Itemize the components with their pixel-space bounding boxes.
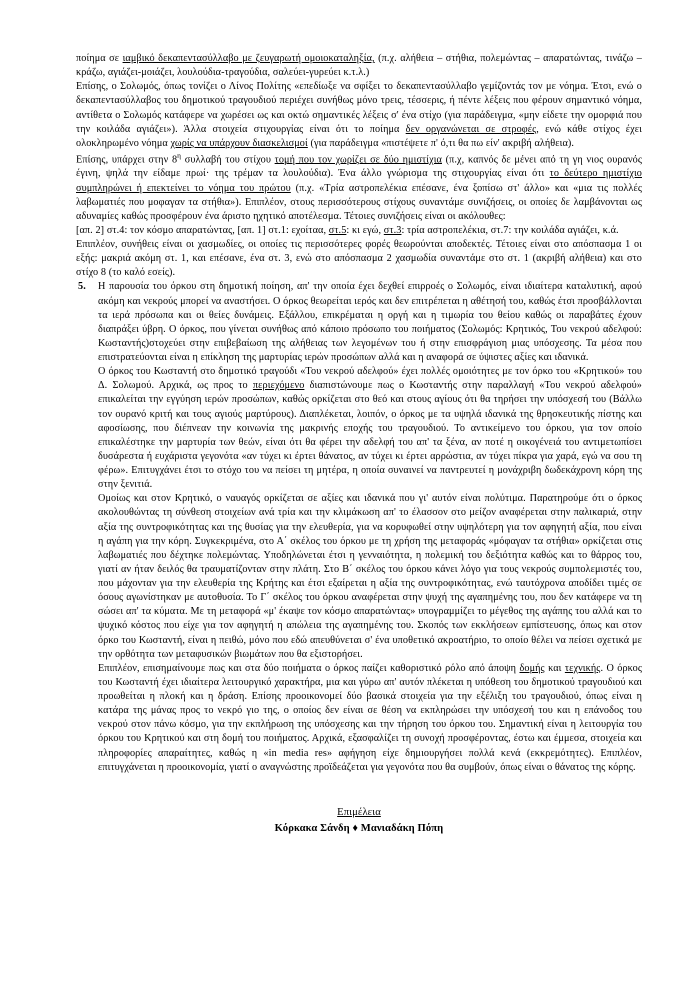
paragraph-n2 bbox=[98, 365, 642, 492]
paragraph-p4 bbox=[76, 224, 642, 238]
item5-n2-underlined-1: περιεχόμενο bbox=[252, 380, 305, 392]
item5-n4-underlined-1: δομής bbox=[519, 662, 545, 674]
paragraph-n4 bbox=[98, 662, 642, 775]
body-p3-text-2: συλλαβή του στίχου bbox=[181, 154, 275, 166]
paragraph-n1 bbox=[98, 280, 642, 365]
paragraph-p5 bbox=[76, 238, 642, 280]
item5-n2-text-0: Ο όρκος του Κωσταντή στο δημοτικό τραγούδι «Του νεκρού αδελφού» έχει πολλές ομοιότητες με τον όρκο του «Κρητικού» του Δ. Σολωμού. Αρχικά, ως προς το bbox=[98, 366, 642, 392]
document-body bbox=[76, 52, 642, 837]
item5-n2-text-2: διαπιστώνουμε πως ο Κωσταντής στην παραλλαγή «Του νεκρού αδελφού» επικαλείται την εγγύηση ιερών προσώπων, καθώς ορκίζεται στο θεό και στους αγίους ότι θα τηρήσει την υπόσχεσή του (Βάλλω τον ουρανό κριτή και τους αγιούς μαρτύρους). Διαπλέκεται, λοιπόν, ο όρκος με τα υψηλά ιδανικά της θρησκευτικής πίστης και αφοσίωσης, που διέπνεαν την κοινωνία της μακρινής εποχής του τραγουδιού. Το αντικείμενο του όρκου, για τον οποίο επικαλέστηκε την μαρτυρία των θεών, είναι ότι θα φέρει την αδελφή του απ' τα ξένα, αν ποτέ η οικογένειά του αντιμετωπίσει δυσάρεστα ή ευχάριστα γεγονότα «αν τύχει κι έρτει θάνατος, αν τύχει κι έρτει αρρώστια, αν τύχει πίκρα για χαρά, εγώ να σου τη φέρω». Επιτυγχάνει έτσι το στόχο του να πείσει τη μητέρα, η οποία συναινεί να παντρευτεί η μονάχριβη δωδεκάχρονη κόρη της στην ξενιτιά. bbox=[98, 380, 642, 491]
body-p3-underlined-3: τομή που τον χωρίζει σε δύο ημιστίχια bbox=[274, 154, 442, 166]
body-p2-underlined-3: χωρίς να υπάρχουν διασκελισμοί bbox=[170, 137, 308, 149]
item5-n4-text-0: Επιπλέον, επισημαίνουμε πως και στα δύο ποιήματα ο όρκος παίζει καθοριστικό ρόλο από άποψη bbox=[98, 662, 520, 674]
item5-n3-text-0: Ομοίως και στον Κρητικό, ο ναυαγός ορκίζεται σε αξίες και ιδανικά που γι' αυτόν είναι πολύτιμα. Παρατηρούμε ότι ο όρκος ακολουθώντας τη σύνθεση στοιχείων ανά τρία και την κλιμάκωση απ' το έλασσον στο μείζον αναφέρεται στην παλικαριά, στην αξία της συντροφικότητας και της θυσίας για την ελευθερία, για να κορυφωθεί στην υψηλότερη για τον αφηγητή αξία, που είναι η αγάπη για την κόρη. Συγκεκριμένα, στο Α΄ σκέλος του όρκου με τη χρήση της μεταφοράς «μόφαγαν τα στήθια» ορκίζεται στις λαβωματιές που δέχτηκε πολεμώντας. Υποδηλώνεται έτσι η γενναιότητα, η πολεμική του δεξιότητα καθώς και το θάρρος του, γιατί αν ήταν δειλός θα τραυματίζονταν στην πλάτη. Στο Β΄ σκέλος του όρκου κάνει λόγο για τους νεκρούς συμπολεμιστές του, που μάχονταν για την ελευθερία της Κρήτης και έτσι εξαίρεται η αξία της συντροφικότητας, ενώ ταυτόχρονα αποδίδει τιμές σε όσους αγωνίστηκαν με αυτοθυσία. Το Γ΄ σκέλος του όρκου αναφέρεται στην ψυχή της αγαπημένης του, που δεν κατάφερε να τη σώσει απ' τα κύματα. Με τη μεταφορά «μ' έκαψε τον κόσμο απαρατώντας» υπογραμμίζει το μέγεθος της αγάπης του αλλά και το ψυχικό κόστος που είχε για τον αφηγητή η απώλεια της αγαπημένης του. Σκοπός των εκκλήσεων εμπίστευσης, όπως και στον όρκο του Κωσταντή, είναι η πειθώ, μόνο που εδώ απευθύνεται σ' ένα υποθετικό ακροατήριο, το οποίο θέλει να πείσει σχετικά με την ορθότητα των μεταφυσικών βιωμάτων που θα εξιστορήσει. bbox=[98, 493, 642, 660]
paragraph-n3 bbox=[98, 492, 642, 662]
body-p4-text-0: [απ. 2] στ.4: τον κόσμο απαρατώντας, [απ. 1] στ.1: εχοίταα, bbox=[76, 224, 329, 236]
footer-title: Επιμέλεια bbox=[337, 806, 381, 818]
body-p5-text-0: Επιπλέον, συνήθεις είναι οι χασμωδίες, οι οποίες τις περισσότερες φορές θεωρούνται αποδεκτές. Τέτοιες είναι στο απόσπασμα 1 οι εξής: μακριά ακόμη στ. 1, και επέσανε, ένα στ. 3, ενώ στο απόσπασμα 2 χασμωδία συναντάμε στο στ. 1 (ακριβή αλήθεια) και στο στίχο 8 (το καλό εσείς). bbox=[76, 239, 642, 279]
body-p2-text-2: , ενώ κάθε στίχος έχει ολοκληρωμένο νόημα bbox=[76, 123, 643, 149]
body-p1-text-2: (π.χ. αλήθεια – στήθια, πολεμώντας – απαρατώντας, τινάζω – κράζω, αγιάζει-μοιάζει, λουλούδια-τραγούδια, σαλεύει-γυρεύει κ.τ.λ.) bbox=[76, 53, 642, 79]
body-p4-text-2: : κι εγώ, bbox=[346, 224, 384, 236]
body-p1-underlined-1: ιαμβικό δεκαπεντασύλλαβο με ζευγαρωτή ομοιοκαταληξία, bbox=[122, 53, 375, 64]
body-p2-text-4: (για παράδειγμα «πιστέψετε π' ό,τι θα πω είν' ακριβή αλήθεια). bbox=[307, 137, 575, 149]
body-p4-underlined-1: στ.5 bbox=[328, 224, 347, 236]
paragraph-p2 bbox=[76, 80, 642, 151]
item5-n1-text-0: Η παρουσία του όρκου στη δημοτική ποίηση, απ' την οποία έχει δεχθεί επιρροές ο Σολωμός, είναι ιδιαίτερα καταλυτική, αφού ακόμη και νεκρούς μπορεί να αναστήσει. Ο όρκος θεωρείται ιερός και δεν επιτρέπεται η αθέτησή του, καθώς έτσι προσβάλλονται τα ιερά πρόσωπα και οι θείες δυνάμεις. Εξάλλου, επικρέμαται η οργή και η τιμωρία του θείου καθώς οι παραβάτες έχουν διαπράξει ύβρη. Ο όρκος, που γίνεται συνήθως από κάποιο πρόσωπο του ποιήματος (Σολωμός: Κρητικός, Του νεκρού αδελφού: Κωσταντής)στοχεύει στην επιβεβαίωση της αλήθειας των λεγομένων του ή στην επισφράγιση μιας υπόσχεσης. Τα μέσα που επιστρατεύονται είναι η επίκληση της μαρτυρίας ιερών προσώπων αλλά και η αναφορά σε ύψιστες αξίες και ιδανικά. bbox=[98, 281, 642, 364]
document-footer bbox=[76, 805, 642, 837]
body-p4-text-4: : τρία αστροπελέκια, στ.7: την κοιλάδα αγιάζει, κ.ά. bbox=[401, 224, 619, 236]
item5-n4-text-4: . Ο όρκος του Κωσταντή έχει ιδιαίτερα λειτουργικό χαρακτήρα, μια και γύρω απ' αυτόν πλέκεται η υπόθεση του δημοτικού τραγουδιού και προωθείται η πλοκή και η δράση. Επίσης προοικονομεί δύο βασικά στοιχεία για την εξέλιξη του τραγουδιού, όπως είναι η κατάρα της μάνας προς το νεκρό γιο της, ο οποίος δεν είναι σε θέση να εκπληρώσει την υπόσχεσή του και η επάνοδος του νεκρού στον πάνω κόσμο, για την εκπλήρωση της υπόσχεσης και την τήρηση του όρκου του. Σημαντική είναι η λειτουργία του όρκου του Κρητικού και στη δομή του ποιήματος. Αρχικά, εξασφαλίζει τη συνοχή προσφέροντας, έστω και έμμεσα, στοιχεία και πληροφορίες απαραίτητες, καθώς η «in media res» αφήγηση είχε δημιουργήσει πολλά κενά (εκκρεμότητες). Επιπλέον, επιτυγχάνεται η προοικονομία, γιατί ο αναγνώστης προϊδεάζεται για γεγονότα που θα συμβούν, όπως είναι ο θάνατος της κόρης. bbox=[98, 662, 643, 773]
body-p3-text-4: (π.χ, καπνός δε μένει από τη γη νιος ουρανός έγινη, ψηλά την είδαμε πρωί· της τρέμαν τα λουλούδια). Ένα άλλο γνώρισμα της στιχουργίας είναι ότι bbox=[76, 154, 643, 180]
paragraph-p3 bbox=[76, 151, 642, 224]
item5-n4-text-2: και bbox=[544, 662, 565, 674]
body-p3-superscript-1: η bbox=[177, 150, 182, 160]
body-p2-text-0: Επίσης, ο Σολωμός, όπως τονίζει ο Λίνος Πολίτης «επεδίωξε να σφίξει το δεκαπεντασύλλαβο γεμίζοντάς τον με νόημα. Έτσι, ενώ ο δεκαπεντασύλλαβος του δημοτικού τραγουδιού περιέχει συνήθως μόνο τρεις, τέσσερις, ή πέντε λέξεις που φέρουν σημαντικό νόημα, αντίθετα ο Σολωμός κατάφερε να χωρέσει ως και οκτώ σημαντικές λέξεις σ' ένα στίχο (για παράδειγμα, «μην είδετε την ομορφιά που την κοιλάδα αγιάζει»). Άλλα στοιχεία στιχουργίας είναι ότι το ποίημα bbox=[76, 81, 642, 135]
body-p3-text-6: (π.χ. «Τρία αστροπελέκια επέσανε, ένα ξοπίσω στ' άλλο» και «μια τις πολλές λαβωματιές που μοφαγαν τα στήθια»). Επιπλέον, στους περισσότερους στίχους συναντάμε συνιζήσεις, οι οποίες δε λαμβάνονται ως αδυναμίες καθώς προσφέρουν ένα άριστο ηχητικό αποτέλεσμα. Τέτοιες συνιζήσεις είναι οι ακόλουθες: bbox=[76, 182, 642, 222]
body-p1-text-0: ποίημα σε bbox=[76, 53, 123, 64]
body-p3-text-0: Επίσης, υπάρχει στην 8 bbox=[76, 154, 178, 166]
body-p2-underlined-1: δεν οργανώνεται σε στροφές bbox=[405, 123, 537, 135]
body-p4-underlined-3: στ.3 bbox=[383, 224, 402, 236]
paragraph-p1 bbox=[76, 52, 642, 80]
footer-names: Κόρκακα Σάνδη ♦ Μανιαδάκη Πόπη bbox=[274, 822, 444, 834]
list-marker: 5. bbox=[78, 281, 86, 293]
numbered-list-item-5 bbox=[76, 280, 642, 774]
paragraph-group-top bbox=[76, 52, 642, 280]
body-p3-underlined-5: το δεύτερο ημιστίχιο συμπληρώνει ή επεκτείνει το νόημα του πρώτου bbox=[76, 168, 642, 194]
item5-n4-underlined-3: τεχνικής bbox=[564, 662, 601, 674]
numbered-item-content bbox=[98, 280, 642, 774]
